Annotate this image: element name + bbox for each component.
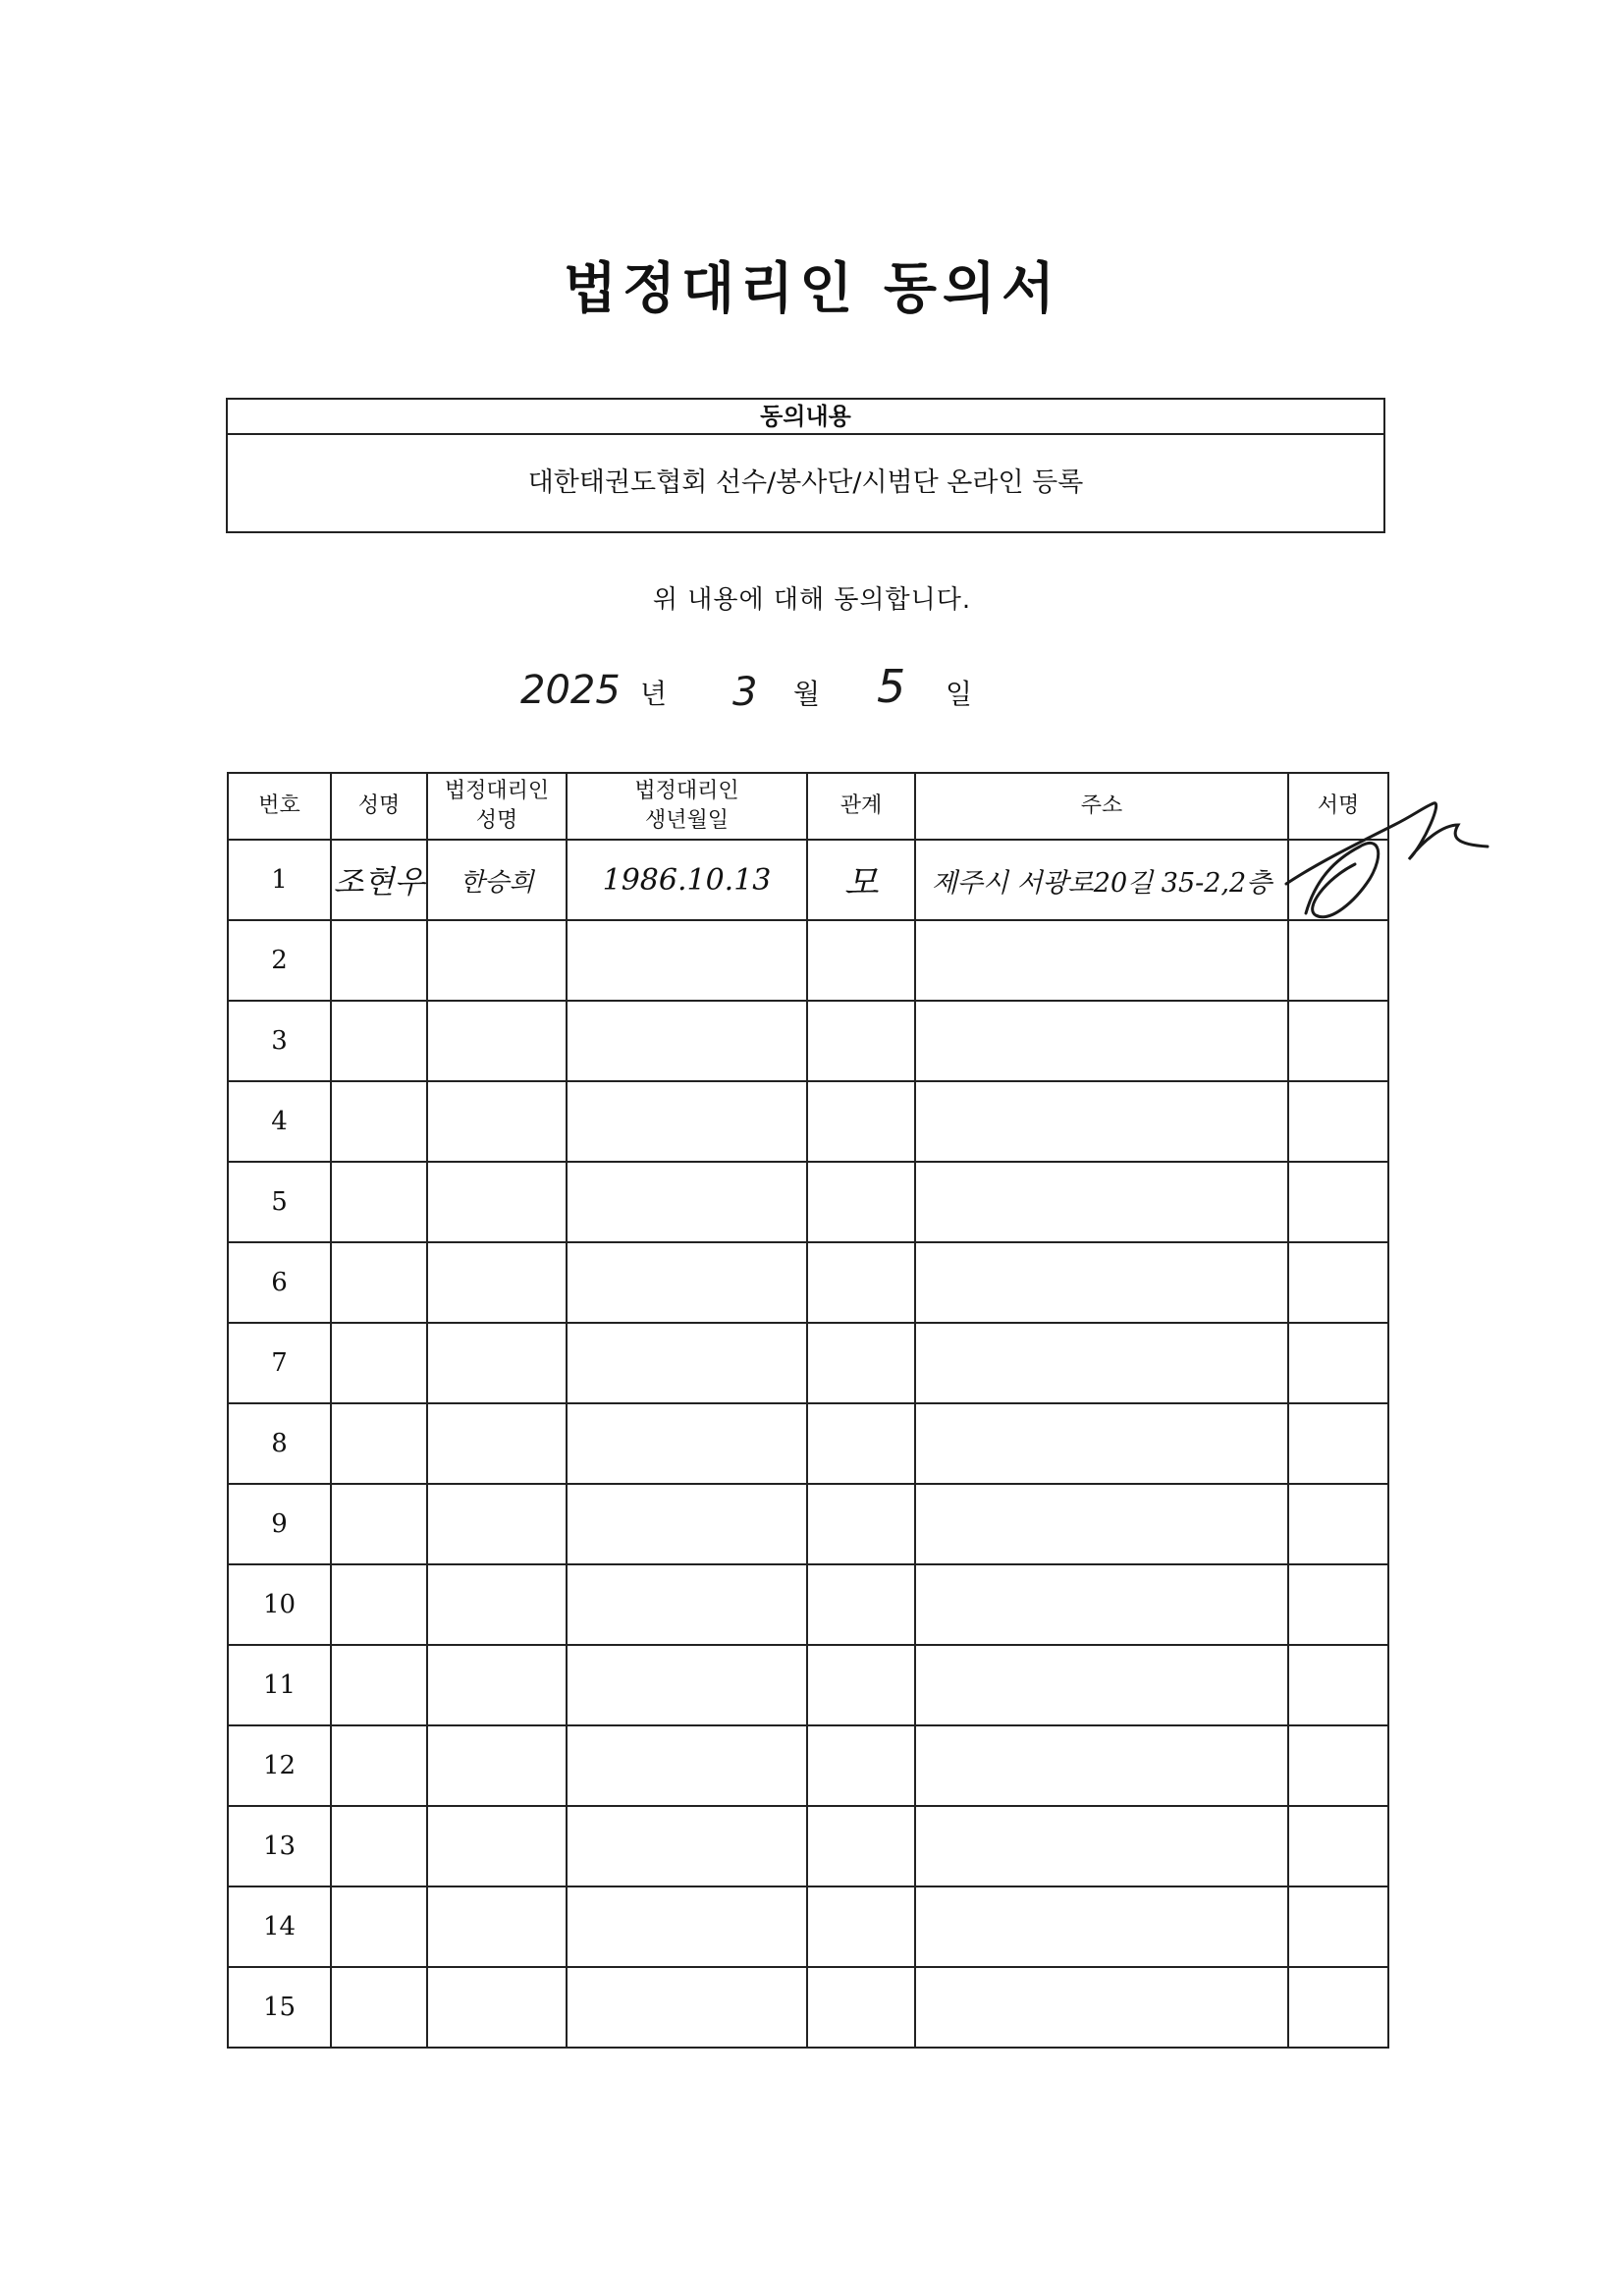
table-row [228,1323,1388,1403]
header-guardian-birth-line1: 법정대리인 [634,779,739,803]
table-row [228,1081,1388,1162]
table-row [228,1162,1388,1242]
row-address [915,1725,1288,1806]
row-number: 12 [228,1725,331,1806]
row-signature [1288,1001,1388,1081]
row-signature [1288,1725,1388,1806]
header-guardian-name-line1: 법정대리인 [444,779,550,803]
row-address: 제주시 서광로20길 35-2,2층 [915,840,1288,920]
row-number: 11 [228,1645,331,1725]
date-year: 2025 [520,668,621,713]
table-row [228,1001,1388,1081]
row-guardian-birth [567,1886,807,1967]
row-name [331,1403,427,1484]
row-signature [1288,1886,1388,1967]
row-guardian-birth [567,1001,807,1081]
row-name [331,1162,427,1242]
row-number: 7 [228,1323,331,1403]
row-signature [1288,1564,1388,1645]
row-relation [807,1484,915,1564]
row-relation [807,1645,915,1725]
row-guardian-birth [567,1242,807,1323]
row-guardian-name [427,1725,567,1806]
document-title: 법정대리인 동의서 [563,257,1061,321]
row-guardian-name [427,1564,567,1645]
row-number: 10 [228,1564,331,1645]
table-row [228,920,1388,1001]
table-row [228,1886,1388,1967]
row-guardian-name [427,1242,567,1323]
date-day: 5 [877,660,906,713]
row-guardian-name [427,1484,567,1564]
row-address [915,1967,1288,2048]
row-address [915,1806,1288,1886]
row-number: 14 [228,1886,331,1967]
row-name: 조현우 [331,840,427,920]
row-relation [807,1081,915,1162]
row-name [331,1564,427,1645]
row-number: 15 [228,1967,331,2048]
header-guardian-birth-line2: 생년월일 [644,808,729,833]
row-number: 13 [228,1806,331,1886]
header-no: 번호 [228,773,331,840]
row-signature [1288,1645,1388,1725]
row-address [915,1242,1288,1323]
row-address [915,1001,1288,1081]
row-number: 6 [228,1242,331,1323]
row-number: 9 [228,1484,331,1564]
date-month-label: 월 [793,678,821,710]
header-name: 성명 [331,773,427,840]
row-address [915,1484,1288,1564]
row-address [915,1081,1288,1162]
row-relation [807,1725,915,1806]
row-guardian-name: 한승희 [427,840,567,920]
row-relation [807,1001,915,1081]
row-address [915,1323,1288,1403]
agreement-statement: 위 내용에 대해 동의합니다. [652,585,972,615]
row-number: 4 [228,1081,331,1162]
row-signature [1288,1162,1388,1242]
table-row [228,1725,1388,1806]
table-row [228,1967,1388,2048]
row-signature [1288,1323,1388,1403]
table-row [228,1403,1388,1484]
row-address [915,920,1288,1001]
row-relation [807,1564,915,1645]
row-number: 1 [228,840,331,920]
row-guardian-name [427,1001,567,1081]
row-guardian-name [427,1081,567,1162]
row-guardian-name [427,1806,567,1886]
row-name [331,1484,427,1564]
header-signature: 서명 [1288,773,1388,840]
row-guardian-name [427,1886,567,1967]
table-row [228,1564,1388,1645]
row-guardian-birth [567,1564,807,1645]
row-guardian-name [427,920,567,1001]
row-relation [807,920,915,1001]
row-guardian-birth [567,1403,807,1484]
row-relation [807,1403,915,1484]
handwritten-signature-icon [1276,786,1522,943]
row-address [915,1564,1288,1645]
row-relation [807,1967,915,2048]
row-guardian-birth [567,920,807,1001]
row-signature [1288,1806,1388,1886]
row-guardian-birth: 1986.10.13 [567,840,807,920]
row-relation [807,1886,915,1967]
row-number: 2 [228,920,331,1001]
row-name [331,1081,427,1162]
row-guardian-birth [567,1806,807,1886]
row-name [331,1323,427,1403]
consent-body: 대한태권도협회 선수/봉사단/시범단 온라인 등록 [527,467,1084,498]
row-address [915,1886,1288,1967]
header-guardian-birth [567,773,807,840]
row-signature [1288,1967,1388,2048]
row-signature [1288,1081,1388,1162]
row-guardian-birth [567,1725,807,1806]
header-address: 주소 [915,773,1288,840]
row-name [331,1725,427,1806]
row-name [331,1645,427,1725]
registration-table [227,772,1389,2049]
row-guardian-birth [567,1323,807,1403]
row-relation [807,1323,915,1403]
row-name [331,1967,427,2048]
row-name [331,1001,427,1081]
row-guardian-name [427,1645,567,1725]
table-row [228,1484,1388,1564]
row-number: 5 [228,1162,331,1242]
row-signature [1288,1484,1388,1564]
row-guardian-name [427,1323,567,1403]
row-number: 3 [228,1001,331,1081]
row-guardian-birth [567,1967,807,2048]
header-guardian-name [427,773,567,840]
row-number: 8 [228,1403,331,1484]
row-name [331,1886,427,1967]
table-header-row [228,773,1388,840]
table-row [228,1806,1388,1886]
date-day-label: 일 [946,678,973,710]
row-relation [807,1242,915,1323]
row-guardian-birth [567,1162,807,1242]
row-name [331,1806,427,1886]
row-name [331,1242,427,1323]
row-relation: 모 [807,840,915,920]
row-relation [807,1162,915,1242]
row-relation [807,1806,915,1886]
row-signature [1288,1242,1388,1323]
row-guardian-name [427,1403,567,1484]
date-month: 3 [732,670,758,715]
row-guardian-birth [567,1645,807,1725]
row-signature [1288,1403,1388,1484]
row-name [331,920,427,1001]
row-guardian-birth [567,1484,807,1564]
header-guardian-name-line2: 성명 [475,808,518,833]
date-year-label: 년 [640,678,668,710]
table-row [228,1242,1388,1323]
consent-box [226,398,1385,533]
table-row [228,840,1388,920]
row-address [915,1162,1288,1242]
row-address [915,1403,1288,1484]
header-relation: 관계 [807,773,915,840]
table-row [228,1645,1388,1725]
consent-header: 동의내용 [228,400,1383,435]
row-address [915,1645,1288,1725]
row-guardian-name [427,1162,567,1242]
row-guardian-name [427,1967,567,2048]
row-guardian-birth [567,1081,807,1162]
